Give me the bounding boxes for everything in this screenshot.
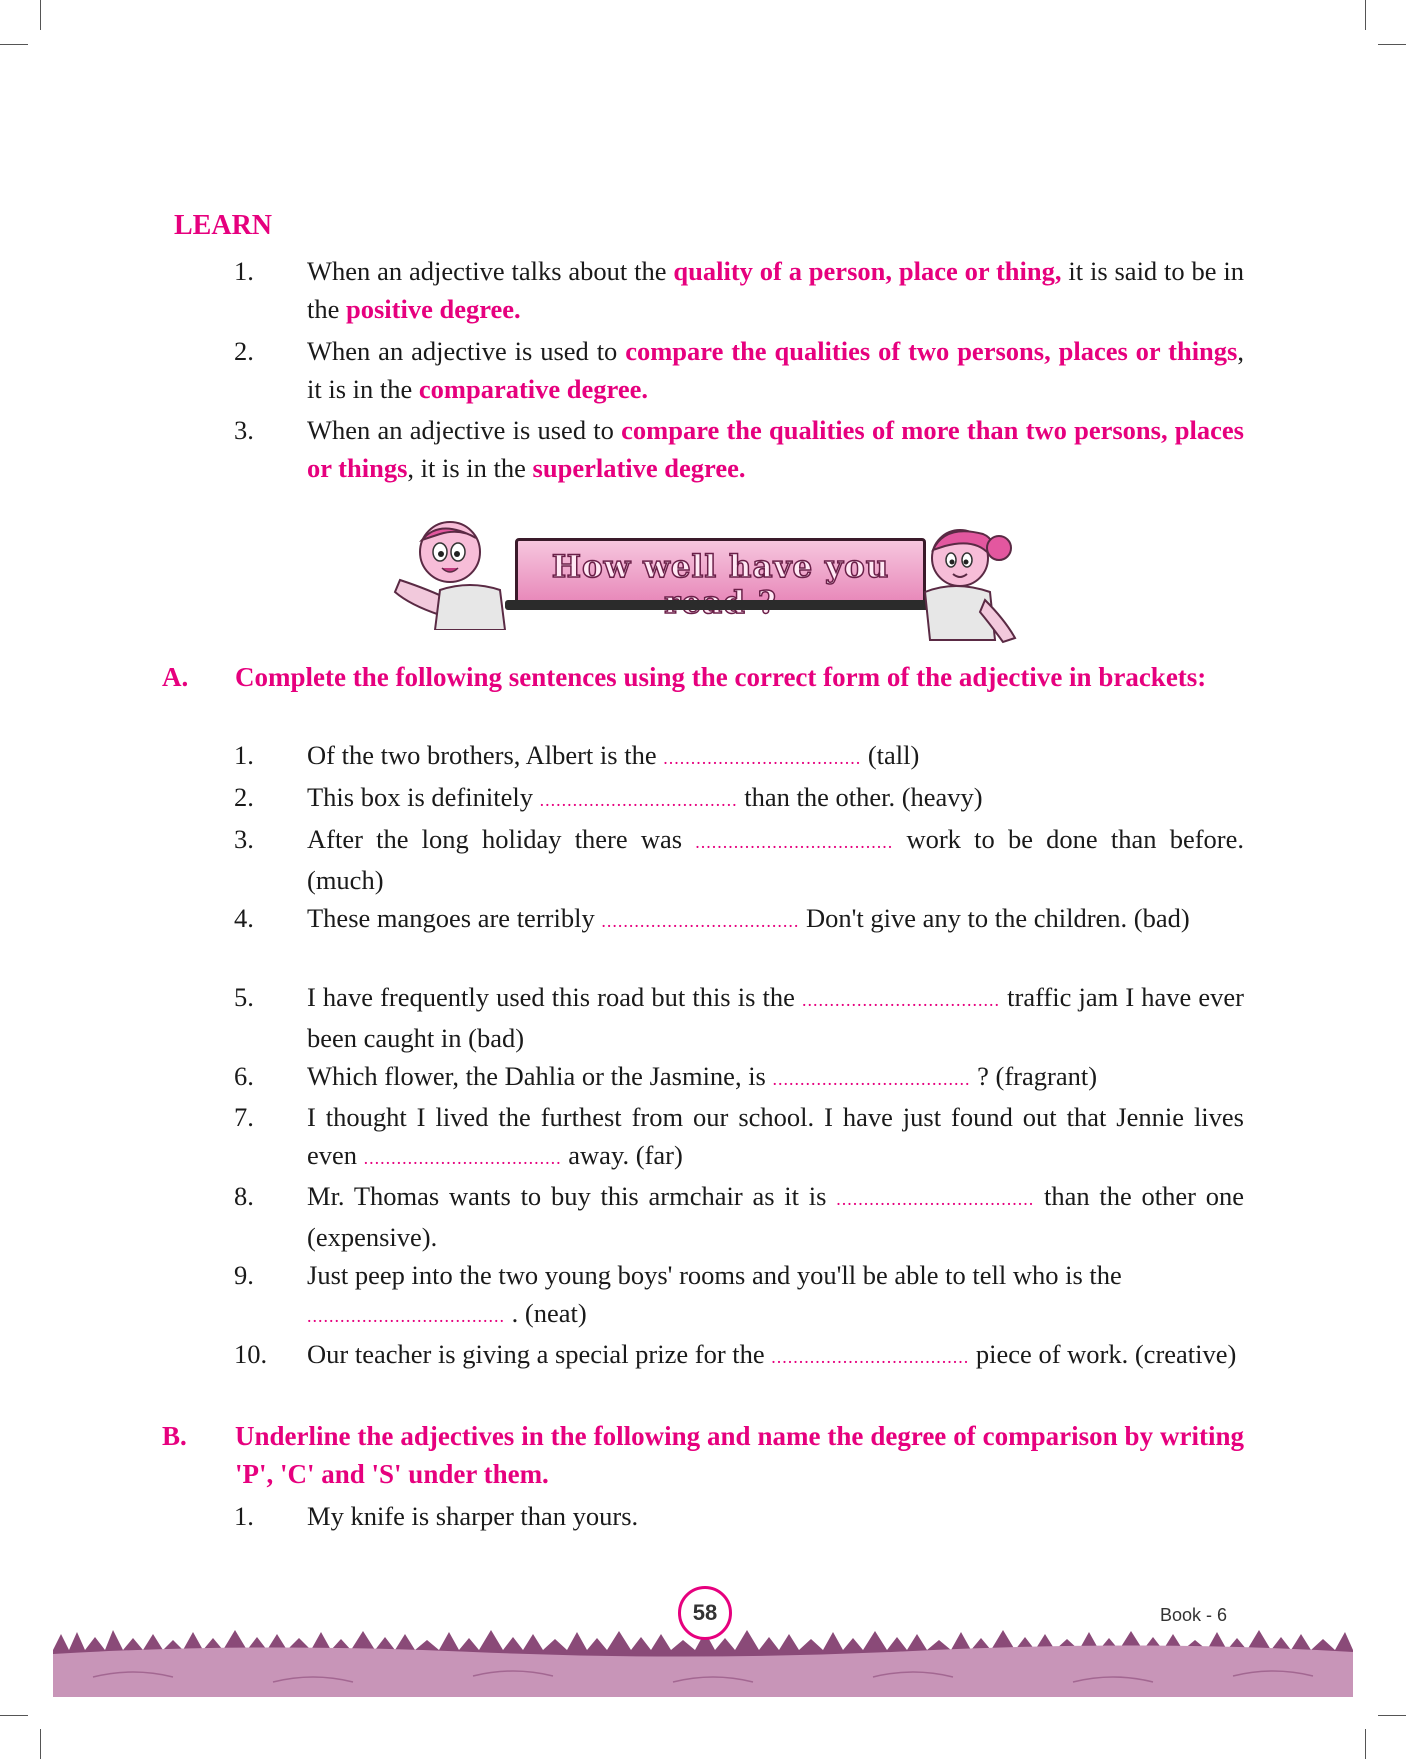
answer-blank[interactable]: .................................... (836, 1189, 1035, 1209)
exercise-item (234, 1256, 1244, 1335)
sentence-start: Mr. Thomas wants to buy this armchair as it is (307, 1181, 837, 1211)
item-number: 6. (234, 1061, 254, 1091)
sentence-end: than the other one (expensive). (307, 1181, 1244, 1252)
sentence-start: I thought I lived the furthest from our school. I have just found out that Jennie lives even (307, 1102, 1244, 1170)
crop-mark (1365, 0, 1366, 30)
text: , it is in the (407, 453, 533, 483)
sentence-end: ? (fragrant) (970, 1061, 1098, 1091)
crop-mark (40, 1729, 41, 1759)
item-number: 8. (234, 1181, 254, 1211)
text: When an adjective is used to (307, 415, 622, 445)
sentence-start: This box is definitely (307, 782, 540, 812)
sentence-end: (tall) (861, 740, 920, 770)
highlight-text: compare the qualities of two persons, places or things (625, 336, 1238, 366)
answer-blank[interactable]: .................................... (802, 990, 1001, 1010)
item-number: 3. (234, 824, 254, 854)
answer-blank[interactable]: .................................... (539, 790, 738, 810)
sentence-start: These mangoes are terribly (307, 903, 602, 933)
sentence-end: piece of work. (creative) (969, 1339, 1237, 1369)
learn-item (234, 332, 1244, 408)
item-number: 2. (234, 336, 254, 366)
item-number: 2. (234, 782, 254, 812)
item-number: 10. (234, 1339, 268, 1369)
sentence: My knife is sharper than yours. (307, 1501, 639, 1531)
sentence-end: . (neat) (505, 1298, 587, 1328)
banner-title: How well have you (551, 549, 890, 585)
instruction-text: Complete the following sentences using the correct form of the adjective in brackets: (235, 662, 1207, 692)
banner-board (515, 538, 926, 604)
crop-mark (0, 44, 28, 45)
exercise-item (234, 1335, 1244, 1376)
sentence-start: Just peep into the two young boys' rooms and you'll be able to tell who is the (307, 1260, 1122, 1290)
sentence-start: After the long holiday there was (307, 824, 696, 854)
sentence-end: Don't give any to the children. (bad) (799, 903, 1190, 933)
learn-item (234, 411, 1244, 487)
item-number: 4. (234, 903, 254, 933)
item-number: 9. (234, 1260, 254, 1290)
highlight-text: positive degree. (346, 294, 521, 324)
exercise-item (234, 736, 1244, 777)
page-number: 58 (678, 1586, 732, 1640)
text: , it is in the (307, 336, 1244, 404)
sentence-end: than the other. (heavy) (737, 782, 983, 812)
crop-mark (1378, 44, 1406, 45)
answer-blank[interactable]: .................................... (307, 1306, 505, 1326)
exercise-item (234, 778, 1244, 819)
sentence-start: Which flower, the Dahlia or the Jasmine, is (307, 1061, 773, 1091)
item-number: 1. (234, 740, 254, 770)
text: it is said to be in the (307, 256, 1244, 324)
highlight-text: comparative degree. (418, 374, 648, 404)
highlight-text: quality of a person, place or thing, (673, 256, 1062, 286)
sentence-end: work to be done than before. (much) (307, 824, 1244, 895)
exercise-item (234, 1177, 1244, 1256)
text: When an adjective is used to (307, 336, 626, 366)
how-well-banner (390, 520, 1030, 640)
girl-illustration (905, 520, 1035, 645)
answer-blank[interactable]: .................................... (771, 1347, 970, 1367)
item-number: 7. (234, 1102, 254, 1132)
sentence-start: Our teacher is giving a special prize for the (307, 1339, 772, 1369)
text: When an adjective talks about the (307, 256, 674, 286)
item-number: 3. (234, 415, 254, 445)
section-b-instruction (162, 1417, 1244, 1493)
exercise-item (234, 1057, 1244, 1098)
answer-blank[interactable]: .................................... (601, 911, 800, 931)
boy-illustration (390, 520, 520, 630)
section-a-instruction (162, 658, 1244, 696)
book-label: Book - 6 (1160, 1605, 1228, 1625)
instruction-text: Underline the adjectives in the following and name the degree of comparison by writing 'P', 'C' and 'S' under them. (235, 1421, 1244, 1489)
item-number: 5. (234, 982, 254, 1012)
exercise-item (234, 1497, 1244, 1535)
crop-mark (1365, 1729, 1366, 1759)
answer-blank[interactable]: .................................... (695, 832, 894, 852)
sentence-start: Of the two brothers, Albert is the (307, 740, 664, 770)
crop-mark (0, 1715, 28, 1716)
exercise-item (234, 820, 1244, 899)
highlight-text: superlative degree. (532, 453, 746, 483)
learn-item (234, 252, 1244, 328)
sentence-end: away. (far) (561, 1140, 683, 1170)
section-label: A. (162, 662, 189, 692)
banner-shelf (505, 600, 930, 610)
learn-heading: LEARN (174, 210, 273, 241)
sentence-start: I have frequently used this road but this is the (307, 982, 803, 1012)
crop-mark (1378, 1715, 1406, 1716)
answer-blank[interactable]: .................................... (772, 1069, 971, 1089)
highlight-text: compare the qualities of more than two persons, places or things (307, 415, 1244, 483)
section-label: B. (162, 1421, 187, 1451)
item-number: 1. (234, 1501, 254, 1531)
answer-blank[interactable]: .................................... (663, 748, 862, 768)
exercise-item (234, 978, 1244, 1057)
sentence-end: traffic jam I have ever been caught in (bad) (307, 982, 1244, 1053)
exercise-item (234, 899, 1244, 940)
answer-blank[interactable]: .................................... (363, 1148, 562, 1168)
exercise-item (234, 1098, 1244, 1177)
item-number: 1. (234, 256, 254, 286)
crop-mark (40, 0, 41, 30)
